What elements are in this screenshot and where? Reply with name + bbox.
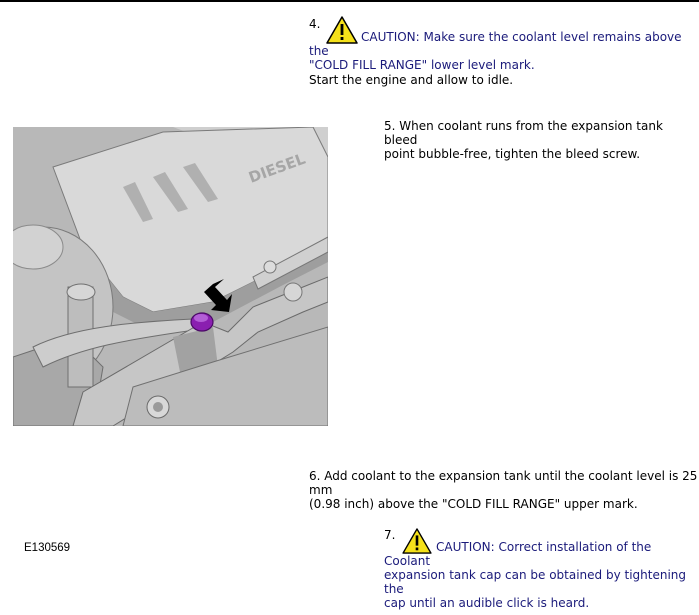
step-4-caution-line2: "COLD FILL RANGE" lower level mark. (309, 58, 535, 72)
step-6-line2: (0.98 inch) above the "COLD FILL RANGE" upper mark. (309, 497, 638, 511)
step-7-number: 7. (384, 528, 396, 542)
step-5-line1: 5. When coolant runs from the expansion tank bleed (384, 119, 663, 147)
step-4-caution-line1: CAUTION: Make sure the coolant level remains above the (309, 30, 682, 58)
step-7-caution-line1: CAUTION: Correct installation of the Coolant (384, 540, 652, 568)
step-7-caution-line3: cap until an audible click is heard. (384, 596, 590, 610)
step-4-caution (309, 16, 699, 72)
step-7-caution-line2: expansion tank cap can be obtained by tightening the (384, 568, 687, 596)
step-4-instruction: Start the engine and allow to idle. (309, 73, 514, 87)
cover-diesel-text: DIESEL (246, 149, 308, 187)
warning-triangle-icon (326, 16, 358, 44)
warning-triangle-icon (401, 528, 433, 554)
step-4-number: 4. (309, 17, 321, 31)
step-6-line1: 6. Add coolant to the expansion tank until the coolant level is 25 mm (309, 469, 698, 497)
step-7-caution (384, 528, 699, 610)
engine-figure (13, 127, 328, 554)
engine-illustration (13, 127, 328, 426)
step-6 (309, 469, 699, 511)
top-rule (0, 0, 699, 2)
step-5 (384, 119, 699, 161)
step-5-line2: point bubble-free, tighten the bleed screw. (384, 147, 641, 161)
figure-caption: E130569 (24, 542, 71, 554)
